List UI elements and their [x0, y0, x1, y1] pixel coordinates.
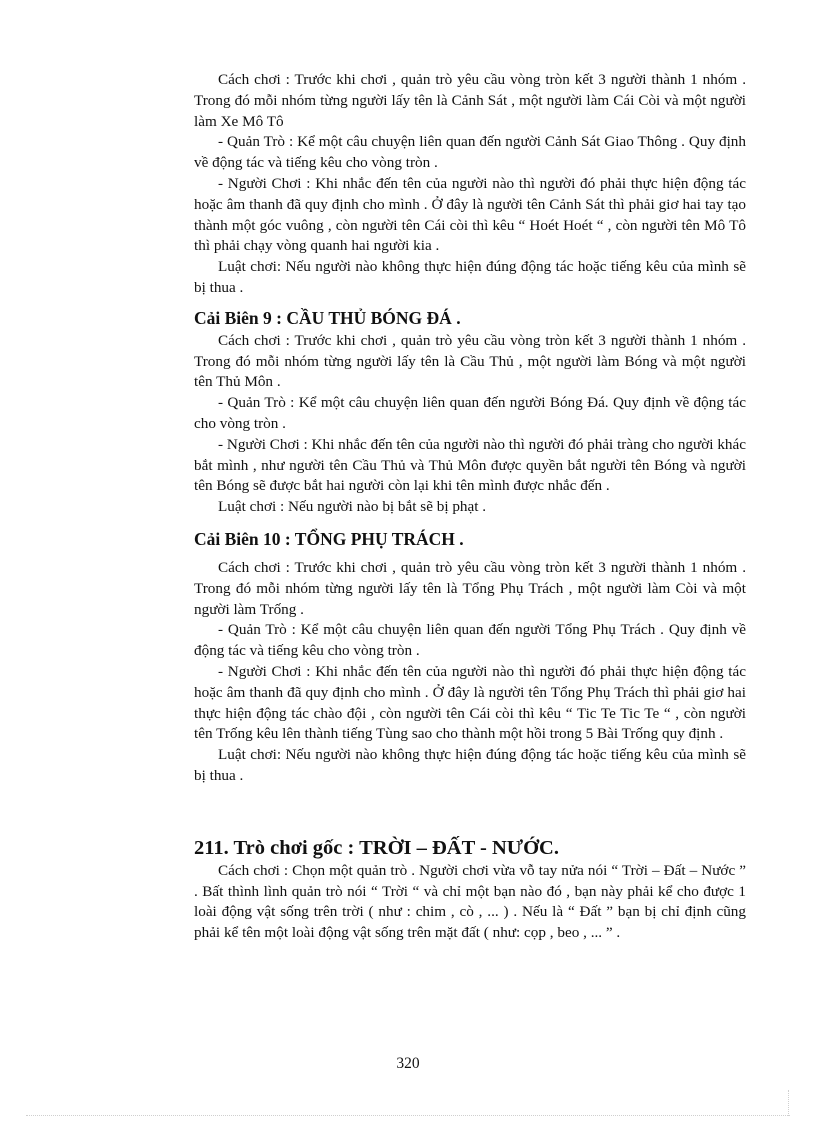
page-number: 320 [396, 1055, 420, 1072]
paragraph-rules: Luật chơi: Nếu người nào không thực hiện đúng động tác hoặc tiếng kêu của mình sẽ bị thua . [194, 746, 746, 784]
section-heading-game-211: 211. Trò chơi gốc : TRỜI – ĐẤT - NƯỚC. [194, 836, 559, 859]
paragraph-how-to-play: Cách chơi : Trước khi chơi , quản trò yêu cầu vòng tròn kết 3 người thành 1 nhóm . Trong đó mỗi nhóm từng người lấy tên là Cảnh Sát , một người làm Cái Còi và một người làm Xe Mô Tô [194, 71, 746, 130]
paragraph-players: - Người Chơi : Khi nhắc đến tên của người nào thì người đó phải thực hiện động tác hoặc âm thanh đã quy định cho mình . Ở đây là người tên Tổng Phụ Trách thì phải giơ hai thực hiện động tác chào đội , còn người tên Cái còi thì kêu “ Tic Te Tic Te “ , còn người tên Trống kêu lên thành tiếng Tùng sao cho thành một hồi trong 5 Bài Trống quy định . [194, 662, 746, 743]
page-border-dotted [26, 1115, 790, 1116]
page-border-dotted-vertical [788, 1090, 789, 1116]
paragraph-how-to-play [194, 861, 746, 944]
paragraph-game-master: - Quản Trò : Kể một câu chuyện liên quan đến người Tổng Phụ Trách . Quy định về động tác và tiếng kêu cho vòng tròn . [194, 621, 746, 660]
paragraph-players: - Người Chơi : Khi nhắc đến tên của người nào thì người đó phải thực hiện động tác hoặc âm thanh đã quy định cho mình . Ở đây là người tên Cảnh Sát thì phải giơ hai tay tạo thành một góc vuông , còn người tên Cái còi thì kêu “ Hoét Hoét “ , còn người tên Mô Tô thì phải chạy vòng quanh hai người kia . [194, 174, 746, 255]
section-heading-variant-10: Cải Biên 10 : TỔNG PHỤ TRÁCH . [194, 528, 464, 549]
paragraph-game-master: - Quản Trò : Kể một câu chuyện liên quan đến người Bóng Đá. Quy định về động tác cho vòng tròn . [194, 394, 746, 432]
section-heading-variant-9: Cải Biên 9 : CẦU THỦ BÓNG ĐÁ . [194, 307, 461, 328]
paragraph-how-to-play: Cách chơi : Trước khi chơi , quản trò yêu cầu vòng tròn kết 3 người thành 1 nhóm . Trong đó mỗi nhóm từng người lấy tên là Tổng Phụ Trách , một người làm Còi và một người làm Trống . [194, 558, 746, 618]
paragraph-players: - Người Chơi : Khi nhắc đến tên của người nào thì người đó phải tràng cho người khác bắt mình , như người tên Cầu Thủ và Thủ Môn được quyền bắt người tên Bóng và người tên Bóng sẽ được bắt hai người còn lại khi tên mình được nhắc đến . [194, 435, 746, 495]
paragraph-rules: Luật chơi: Nếu người nào không thực hiện đúng động tác hoặc tiếng kêu của mình sẽ bị thua . [194, 258, 746, 296]
paragraph-how-to-play: Cách chơi : Trước khi chơi , quản trò yêu cầu vòng tròn kết 3 người thành 1 nhóm . Trong đó mỗi nhóm từng người lấy tên là Cầu Thủ , một người làm Bóng và một người tên Thủ Môn . [194, 331, 746, 391]
paragraph-text: Cách chơi : Chọn một quản trò . Người chơi vừa vỗ tay nửa nói “ Trời – Đất – Nước ” . Bất thình lình quản trò nói “ Trời “ và chỉ một bạn nào đó , bạn này phải kể cho được 1 loài động vật sống trên trời ( như : chim , cò , ... ) . Nếu là “ Đất ” bạn bị chỉ định cũng phải kể tên một loài động vật sống trên mặt đất ( như: cọp , beo , ... ” . [194, 861, 746, 942]
page-content [194, 70, 746, 944]
paragraph-rules: Luật chơi : Nếu người nào bị bắt sẽ bị phạt . [218, 498, 487, 516]
paragraph-game-master: - Quản Trò : Kể một câu chuyện liên quan đến người Cảnh Sát Giao Thông . Quy định về động tác và tiếng kêu cho vòng tròn . [194, 133, 746, 172]
